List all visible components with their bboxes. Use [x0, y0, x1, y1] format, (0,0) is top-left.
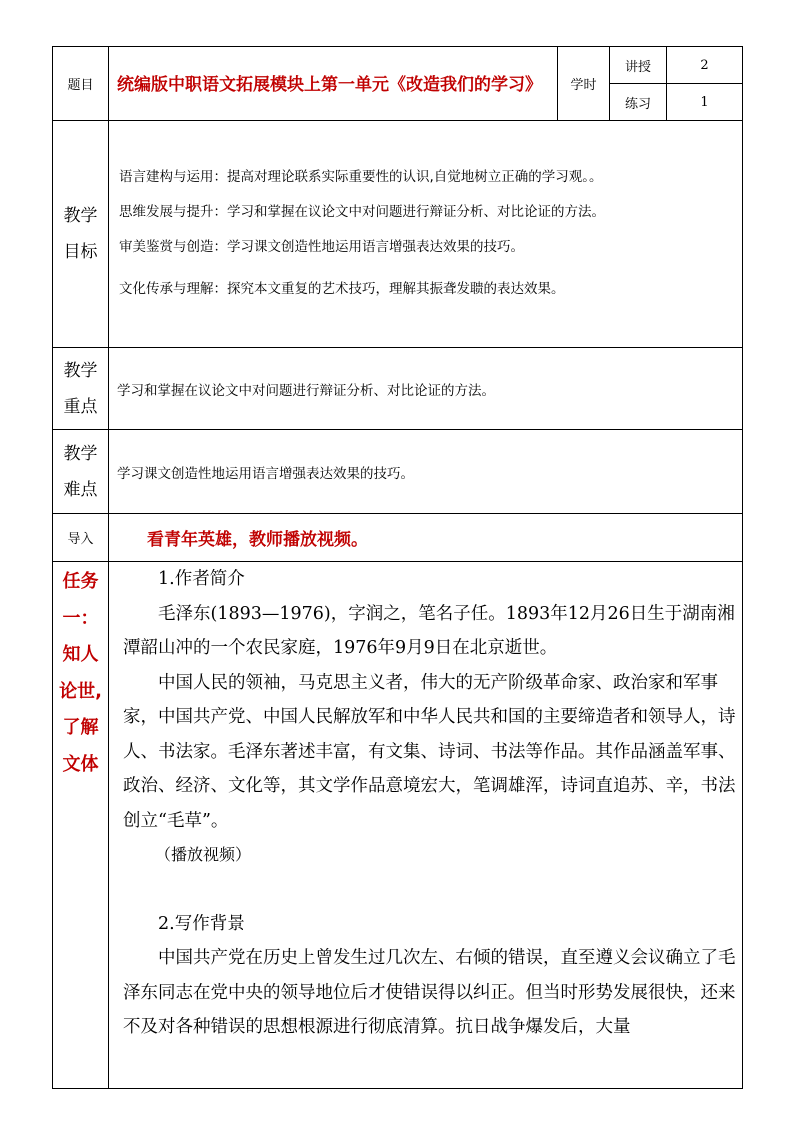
- hours-label: 学时: [558, 47, 610, 121]
- lesson-title: 统编版中职语文拓展模块上第一单元《改造我们的学习》: [109, 47, 558, 121]
- objective-item: 思维发展与提升：学习和掌握在议论文中对问题进行辩证分析、对比论证的方法。: [119, 204, 605, 220]
- objective-item: 文化传承与理解：探究本文重复的艺术技巧，理解其振聋发聩的表达效果。: [119, 281, 565, 297]
- header-row: [53, 47, 743, 84]
- objective-item: 语言建构与运用：提高对理论联系实际重要性的认识,自觉地树立正确的学习观。。: [119, 169, 603, 185]
- author-bio-paragraph: 中国人民的领袖，马克思主义者，伟大的无产阶级革命家、政治家和军事家，中国共产党、中国人民解放军和中华人民共和国的主要缔造者和领导人，诗人、书法家。毛泽东著述丰富，有文集、诗词、书法等作品。其作品涵盖军事、政治、经济、文化等，其文学作品意境宏大，笔调雄浑，诗词直追苏、辛，书法创立“毛草”。: [123, 672, 736, 831]
- objectives-row: [53, 121, 743, 348]
- practice-label: 练习: [610, 84, 667, 121]
- keypoints-row: [53, 348, 743, 430]
- objectives-content: [109, 121, 743, 348]
- lesson-plan-table: [52, 46, 743, 1089]
- keypoints-label-line2: 重点: [63, 396, 98, 417]
- objectives-label: [53, 121, 109, 348]
- difficulties-label: [53, 430, 109, 514]
- difficulties-text: 学习课文创造性地运用语言增强表达效果的技巧。: [109, 430, 743, 514]
- task1-label: [53, 562, 109, 1089]
- objective-item: 审美鉴赏与创造：学习课文创造性地运用语言增强表达效果的技巧。: [119, 239, 524, 255]
- task1-label-line: 了解: [62, 717, 99, 738]
- section-heading-author: 1.作者简介: [158, 569, 245, 589]
- title-label: 题目: [53, 47, 109, 121]
- keypoints-label: [53, 348, 109, 430]
- difficulties-label-line2: 难点: [63, 479, 98, 500]
- intro-row: [53, 514, 743, 562]
- section-heading-background: 2.写作背景: [158, 913, 245, 934]
- difficulties-label-line1: 教学: [63, 443, 98, 464]
- background-paragraph: 中国共产党在历史上曾发生过几次左、右倾的错误，直至遵义会议确立了毛泽东同志在党中央的领导地位后才使错误得以纠正。但当时形势发展很快，还来不及对各种错误的思想根源进行彻底清算。抗日战争爆发后，大量: [123, 948, 736, 1037]
- task1-label-line: 任务: [62, 571, 99, 592]
- task1-label-line: 知人: [62, 644, 99, 665]
- objectives-label-line2: 目标: [63, 242, 98, 262]
- difficulties-row: [53, 430, 743, 514]
- keypoints-label-line1: 教学: [63, 360, 98, 381]
- task1-row: [53, 562, 743, 1089]
- objectives-label-line1: 教学: [63, 206, 98, 226]
- lecture-hours-value: 2: [667, 47, 743, 84]
- video-note: （播放视频）: [155, 845, 252, 864]
- intro-text: 看青年英雄，教师播放视频。: [109, 514, 743, 562]
- task1-label-line: 论世,: [59, 680, 102, 702]
- practice-hours-value: 1: [667, 84, 743, 121]
- keypoints-text: 学习和掌握在议论文中对问题进行辩证分析、对比论证的方法。: [109, 348, 743, 430]
- task1-label-line: 一：: [62, 607, 99, 629]
- author-bio-paragraph: 毛泽东(1893—1976)，字润之，笔名子任。1893年12月26日生于湖南湘潭韶山冲的一个农民家庭，1976年9月9日在北京逝世。: [123, 603, 735, 658]
- task1-content: [109, 562, 743, 1089]
- intro-label: 导入: [53, 514, 109, 562]
- task1-label-line: 文体: [62, 753, 99, 775]
- lecture-label: 讲授: [610, 47, 667, 84]
